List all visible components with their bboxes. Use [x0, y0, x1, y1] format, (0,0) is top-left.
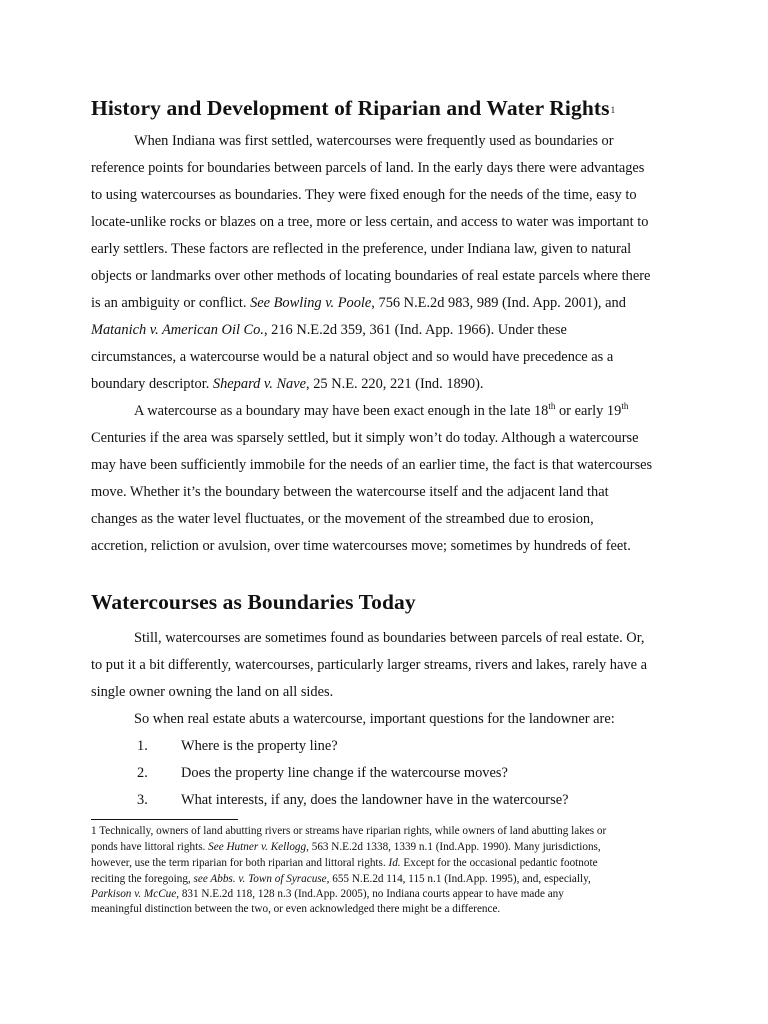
paragraph-line: may have been sufficiently immobile for the needs of an earlier time, the fact is that watercourses — [91, 457, 653, 473]
paragraph-line: A watercourse as a boundary may have been exact enough in the late 18th or early 19th — [134, 401, 629, 419]
list-text: Where is the property line? — [181, 738, 338, 754]
list-number: 3. — [137, 792, 148, 808]
list-text: Does the property line change if the watercourse moves? — [181, 765, 508, 781]
paragraph-line: Centuries if the area was sparsely settled, but it simply won’t do today. Although a watercourse — [91, 430, 639, 446]
paragraph-line: to using watercourses as boundaries. They were fixed enough for the needs of the time, easy to — [91, 187, 637, 203]
paragraph-line: So when real estate abuts a watercourse, important questions for the landowner are: — [134, 711, 615, 727]
footnote-line: ponds have littoral rights. See Hutner v. Kellogg, 563 N.E.2d 1338, 1339 n.1 (Ind.App. 1990). Many jurisdictions, — [91, 841, 601, 853]
footnote-line: reciting the foregoing, see Abbs. v. Town of Syracuse, 655 N.E.2d 114, 115 n.1 (Ind.App. 1995), and, especially, — [91, 873, 591, 885]
case-citation: See Bowling v. Poole — [250, 295, 372, 311]
paragraph-line: locate-unlike rocks or blazes on a tree, more or less certain, and access to water was important to — [91, 214, 649, 230]
footnote-line: Parkison v. McCue, 831 N.E.2d 118, 128 n.3 (Ind.App. 2005), no Indiana courts appear to have made any — [91, 888, 564, 900]
paragraph-line: early settlers. These factors are reflected in the preference, under Indiana law, given to natural — [91, 241, 632, 257]
paragraph-line: objects or landmarks over other methods of locating boundaries of real estate parcels where there — [91, 268, 651, 284]
case-citation: Parkison v. McCue — [91, 888, 177, 900]
section-heading-riparian — [91, 96, 615, 121]
list-item — [137, 791, 657, 809]
superscript: th — [621, 401, 629, 411]
heading-text: History and Development of Riparian and Water Rights — [91, 96, 610, 120]
footnote-line: meaningful distinction between the two, or even acknowledged there might be a difference. — [91, 903, 501, 915]
paragraph-line: Still, watercourses are sometimes found as boundaries between parcels of real estate. Or, — [134, 630, 645, 646]
paragraph-line: circumstances, a watercourse would be a natural object and so would have precedence as a — [91, 349, 614, 365]
list-number: 2. — [137, 765, 148, 781]
paragraph-line: single owner owning the land on all sides. — [91, 684, 334, 700]
footnote-line: however, use the term riparian for both riparian and littoral rights. Id. Except for the occasional pedantic footnote — [91, 857, 598, 869]
case-citation: See Hutner v. Kellogg — [208, 841, 307, 853]
case-citation: see Abbs. v. Town of Syracuse — [193, 873, 327, 885]
list-text: What interests, if any, does the landowner have in the watercourse? — [181, 792, 569, 808]
case-citation: Matanich v. American Oil Co. — [91, 322, 264, 338]
section-heading-boundaries: Watercourses as Boundaries Today — [91, 590, 416, 614]
footnote-separator — [91, 819, 238, 820]
paragraph-line: reference points for boundaries between parcels of land. In the early days there were advantages — [91, 160, 645, 176]
paragraph-line: changes as the water level fluctuates, or the movement of the streambed due to erosion, — [91, 511, 594, 527]
paragraph-line: Matanich v. American Oil Co., 216 N.E.2d 359, 361 (Ind. App. 1966). Under these — [91, 322, 567, 338]
paragraph-line: When Indiana was first settled, watercourses were frequently used as boundaries or — [134, 133, 614, 149]
paragraph-line: to put it a bit differently, watercourses, particularly larger streams, rivers and lakes, rarely have a — [91, 657, 647, 673]
paragraph-line: accretion, reliction or avulsion, over time watercourses move; sometimes by hundreds of feet. — [91, 538, 631, 554]
list-number: 1. — [137, 738, 148, 754]
footnote-reference: 1 — [610, 105, 616, 115]
list-item — [137, 764, 657, 782]
paragraph-line: boundary descriptor. Shepard v. Nave, 25 N.E. 220, 221 (Ind. 1890). — [91, 376, 484, 392]
paragraph-line: is an ambiguity or conflict. See Bowling v. Poole, 756 N.E.2d 983, 989 (Ind. App. 2001), and — [91, 295, 626, 311]
list-item — [137, 737, 657, 755]
case-citation: Shepard v. Nave — [212, 376, 307, 392]
paragraph-line: move. Whether it’s the boundary between the watercourse itself and the adjacent land that — [91, 484, 609, 500]
case-citation: Id. — [388, 857, 401, 869]
footnote-line: 1 Technically, owners of land abutting rivers or streams have riparian rights, while owners of land abutting lakes or — [91, 825, 607, 837]
superscript: th — [548, 401, 556, 411]
